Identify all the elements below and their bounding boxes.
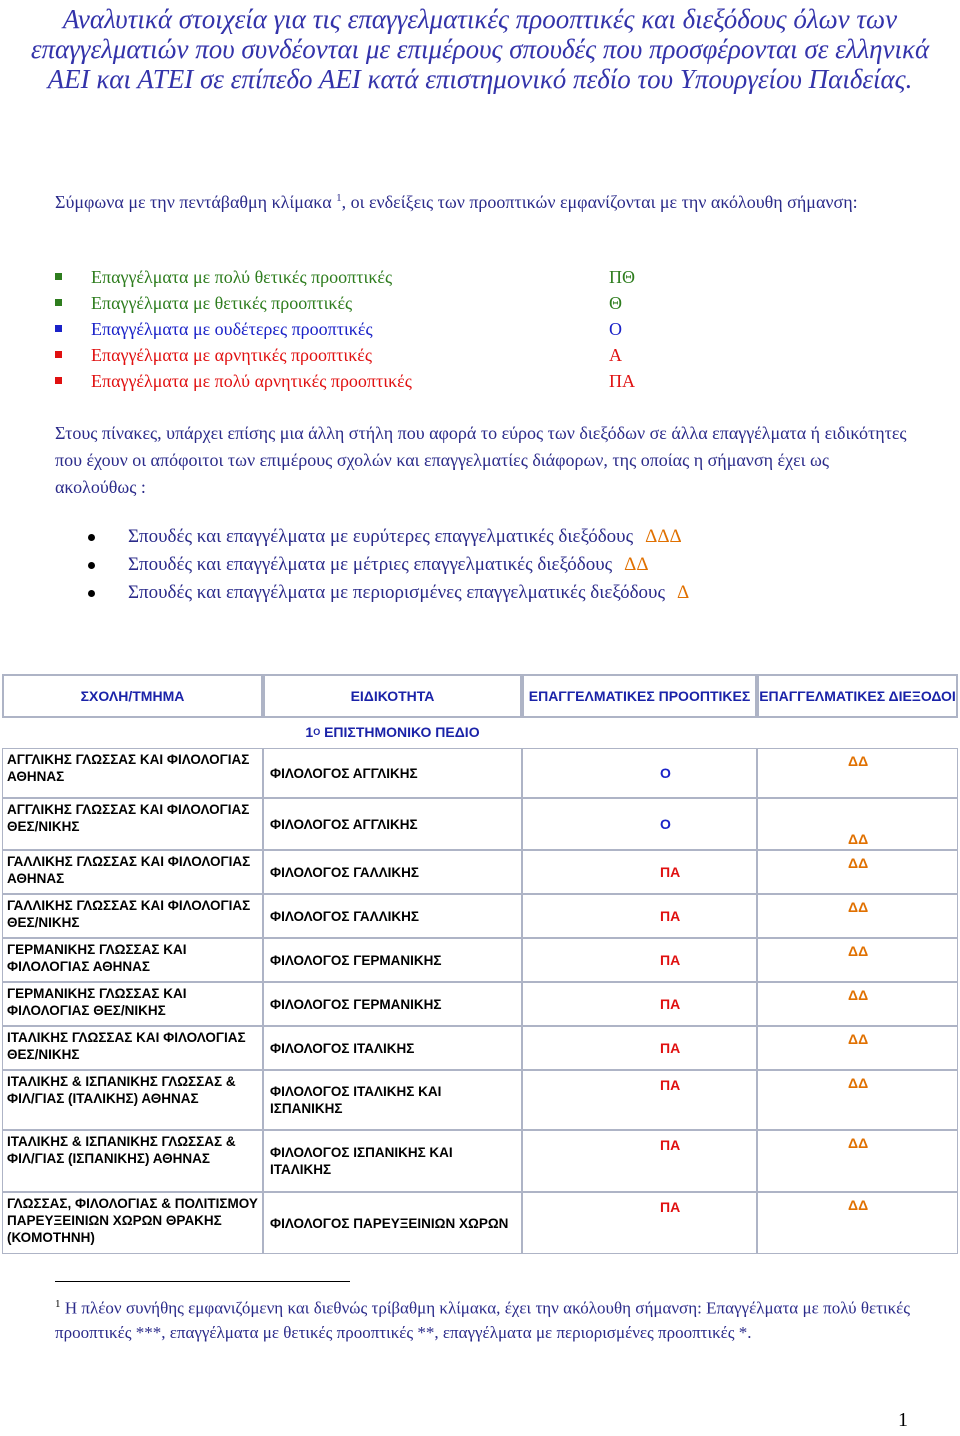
scale-code: ΠΘ [609, 267, 635, 287]
school-cell: ΓΛΩΣΣΑΣ, ΦΙΛΟΛΟΓΙΑΣ & ΠΟΛΙΤΙΣΜΟΥ ΠΑΡΕΥΞΕΙΝΙΩΝ ΧΩΡΩΝ ΘΡΑΚΗΣ (ΚΟΜΟΤΗΝΗ) [2, 1192, 263, 1254]
page-title: Αναλυτικά στοιχεία για τις επαγγελματικές προοπτικές και διεξόδους όλων των επαγγελματιών που συνδέονται με επιμέρους σπουδές που προσφέρονται σε ελληνικά ΑΕΙ και ΑΤΕΙ σε επίπεδο ΑΕΙ κατά επιστημονικό πεδίο του Υπουργείου Παιδείας. [30, 4, 930, 94]
prospects-value: Ο [660, 765, 671, 781]
specialty-cell: ΦΙΛΟΛΟΓΟΣ ΓΑΛΛΙΚΗΣ [263, 850, 522, 894]
prospects-cell [522, 1070, 757, 1130]
prospects-value: ΠΑ [660, 952, 681, 968]
scale-item [55, 316, 755, 342]
outlets-value: ΔΔ [848, 1075, 869, 1091]
range-code: ΔΔ [624, 554, 649, 575]
specialty-cell: ΦΙΛΟΛΟΓΟΣ ΠΑΡΕΥΞΕΙΝΙΩΝ ΧΩΡΩΝ [263, 1192, 522, 1254]
range-item [88, 551, 848, 579]
outlets-cell [757, 894, 958, 938]
specialty-cell: ΦΙΛΟΛΟΓΟΣ ΙΣΠΑΝΙΚΗΣ ΚΑΙ ΙΤΑΛΙΚΗΣ [263, 1130, 522, 1192]
range-label: Σπουδές και επαγγέλματα με περιορισμένες επαγγελματικές διεξόδους [128, 582, 665, 603]
prospects-cell [522, 894, 757, 938]
bullet-icon [88, 534, 95, 541]
range-item [88, 523, 848, 551]
scale-label: Επαγγέλματα με θετικές προοπτικές [91, 293, 353, 313]
specialty-cell: ΦΙΛΟΛΟΓΟΣ ΓΕΡΜΑΝΙΚΗΣ [263, 982, 522, 1026]
range-label: Σπουδές και επαγγέλματα με ευρύτερες επαγγελματικές διεξόδους [128, 526, 634, 547]
scale-item [55, 264, 755, 290]
school-cell: ΑΓΓΛΙΚΗΣ ΓΛΩΣΣΑΣ ΚΑΙ ΦΙΛΟΛΟΓΙΑΣ ΑΘΗΝΑΣ [2, 748, 263, 798]
prospects-value: ΠΑ [660, 1077, 681, 1093]
scale-code: Α [609, 345, 622, 365]
specialty-cell: ΦΙΛΟΛΟΓΟΣ ΙΤΑΛΙΚΗΣ [263, 1026, 522, 1070]
prospects-cell [522, 1192, 757, 1254]
field-number: 1 [305, 724, 314, 740]
specialty-cell: ΦΙΛΟΛΟΓΟΣ ΑΓΓΛΙΚΗΣ [263, 748, 522, 798]
outlets-cell [757, 1130, 958, 1192]
prospects-value: ΠΑ [660, 1199, 681, 1215]
prospects-cell [522, 748, 757, 798]
intro-paragraph [55, 184, 910, 216]
prospects-cell [522, 1026, 757, 1070]
school-cell: ΓΕΡΜΑΝΙΚΗΣ ΓΛΩΣΣΑΣ ΚΑΙ ΦΙΛΟΛΟΓΙΑΣ ΑΘΗΝΑΣ [2, 938, 263, 982]
specialty-cell: ΦΙΛΟΛΟΓΟΣ ΓΕΡΜΑΝΙΚΗΣ [263, 938, 522, 982]
scale-item [55, 342, 755, 368]
square-bullet-icon [55, 325, 62, 332]
school-cell: ΓΕΡΜΑΝΙΚΗΣ ΓΛΩΣΣΑΣ ΚΑΙ ΦΙΛΟΛΟΓΙΑΣ ΘΕΣ/ΝΙΚΗΣ [2, 982, 263, 1026]
footnote-ref[interactable]: 1 [336, 192, 342, 204]
scale-item [55, 290, 755, 316]
outlets-cell [757, 982, 958, 1026]
table-header-cell: ΕΙΔΙΚΟΤΗΤΑ [263, 674, 522, 718]
prospects-value: ΠΑ [660, 996, 681, 1012]
prospects-value: ΠΑ [660, 1040, 681, 1056]
outlets-cell [757, 938, 958, 982]
range-scale-list [88, 523, 848, 607]
outlets-cell [757, 798, 958, 850]
prospects-cell [522, 982, 757, 1026]
outlets-cell [757, 850, 958, 894]
prospects-scale-list [55, 264, 755, 394]
intro-text: Σύμφωνα με την πεντάβαθμη κλίμακα [55, 192, 332, 212]
outlets-value: ΔΔ [848, 1135, 869, 1151]
specialty-cell: ΦΙΛΟΛΟΓΟΣ ΑΓΓΛΙΚΗΣ [263, 798, 522, 850]
scale-label: Επαγγέλματα με πολύ θετικές προοπτικές [91, 267, 393, 287]
professions-table [2, 674, 958, 1254]
footnote [55, 1292, 910, 1345]
table-header-cell: ΕΠΑΓΓΕΛΜΑΤΙΚΕΣ ΔΙΕΞΟΔΟΙ [757, 674, 958, 718]
scale-code: Ο [609, 319, 622, 339]
range-paragraph: Στους πίνακες, υπάρχει επίσης μια άλλη στήλη που αφορά το εύρος των διεξόδων σε άλλα επαγγέλματα ή ειδικότητες που έχουν οι απόφοιτοι των επιμέρους σχολών και επαγγελματίες διάφορων, της οποίας η σήμανση έχει ως ακολούθως : [55, 423, 907, 497]
bullet-icon [88, 590, 95, 597]
table-header-cell: ΣΧΟΛΗ/ΤΜΗΜΑ [2, 674, 263, 718]
footnote-text: Η πλέον συνήθης εμφανιζόμενη και διεθνώς τρίβαθμη κλίμακα, έχει την ακόλουθη σήμανση: Επαγγέλματα με πολύ θετικές προοπτικές ***, επαγγέλματα με θετικές προοπτικές **, επαγγέλματα με περιορισμένες προοπτικές *. [55, 1298, 910, 1342]
specialty-cell: ΦΙΛΟΛΟΓΟΣ ΓΑΛΛΙΚΗΣ [263, 894, 522, 938]
outlets-value: ΔΔ [848, 943, 869, 959]
range-label-line [128, 579, 689, 607]
footnote-separator [55, 1281, 350, 1282]
square-bullet-icon [55, 273, 62, 280]
prospects-value: Ο [660, 816, 671, 832]
outlets-value: ΔΔ [848, 987, 869, 1003]
field-heading [263, 720, 522, 744]
table-header-cell: ΕΠΑΓΓΕΛΜΑΤΙΚΕΣ ΠΡΟΟΠΤΙΚΕΣ [522, 674, 757, 718]
school-cell: ΓΑΛΛΙΚΗΣ ΓΛΩΣΣΑΣ ΚΑΙ ΦΙΛΟΛΟΓΙΑΣ ΘΕΣ/ΝΙΚΗΣ [2, 894, 263, 938]
intro-text-cont: , οι ενδείξεις των προοπτικών εμφανίζονται με την ακόλουθη σήμανση: [341, 192, 858, 212]
square-bullet-icon [55, 299, 62, 306]
footnote-number: 1 [55, 1298, 61, 1310]
school-cell: ΙΤΑΛΙΚΗΣ & ΙΣΠΑΝΙΚΗΣ ΓΛΩΣΣΑΣ & ΦΙΛ/ΓΙΑΣ (ΙΣΠΑΝΙΚΗΣ) ΑΘΗΝΑΣ [2, 1130, 263, 1192]
bullet-icon [88, 562, 95, 569]
range-code: ΔΔΔ [645, 526, 682, 547]
field-text: ΕΠΙΣΤΗΜΟΝΙΚΟ ΠΕΔΙΟ [320, 724, 480, 740]
outlets-cell [757, 1070, 958, 1130]
outlets-value: ΔΔ [848, 1031, 869, 1047]
scale-code: ΠΑ [609, 371, 635, 391]
school-cell: ΑΓΓΛΙΚΗΣ ΓΛΩΣΣΑΣ ΚΑΙ ΦΙΛΟΛΟΓΙΑΣ ΘΕΣ/ΝΙΚΗΣ [2, 798, 263, 850]
prospects-value: ΠΑ [660, 908, 681, 924]
scale-label: Επαγγέλματα με αρνητικές προοπτικές [91, 345, 372, 365]
range-code: Δ [677, 582, 690, 603]
school-cell: ΙΤΑΛΙΚΗΣ ΓΛΩΣΣΑΣ ΚΑΙ ΦΙΛΟΛΟΓΙΑΣ ΘΕΣ/ΝΙΚΗΣ [2, 1026, 263, 1070]
range-label: Σπουδές και επαγγέλματα με μέτριες επαγγελματικές διεξόδους [128, 554, 613, 575]
school-cell: ΓΑΛΛΙΚΗΣ ΓΛΩΣΣΑΣ ΚΑΙ ΦΙΛΟΛΟΓΙΑΣ ΑΘΗΝΑΣ [2, 850, 263, 894]
outlets-value: ΔΔ [848, 831, 869, 847]
scale-code: Θ [609, 293, 622, 313]
outlets-cell [757, 1026, 958, 1070]
field-number-sup: Ο [313, 727, 321, 737]
scale-item [55, 368, 755, 394]
prospects-cell [522, 850, 757, 894]
prospects-value: ΠΑ [660, 1137, 681, 1153]
range-item [88, 579, 848, 607]
outlets-cell [757, 1192, 958, 1254]
outlets-value: ΔΔ [848, 753, 869, 769]
range-label-line [128, 523, 682, 551]
square-bullet-icon [55, 377, 62, 384]
prospects-cell [522, 798, 757, 850]
square-bullet-icon [55, 351, 62, 358]
scale-label: Επαγγέλματα με ουδέτερες προοπτικές [91, 319, 373, 339]
prospects-cell [522, 938, 757, 982]
page-number: 1 [898, 1409, 908, 1431]
outlets-value: ΔΔ [848, 1197, 869, 1213]
prospects-cell [522, 1130, 757, 1192]
outlets-value: ΔΔ [848, 899, 869, 915]
school-cell: ΙΤΑΛΙΚΗΣ & ΙΣΠΑΝΙΚΗΣ ΓΛΩΣΣΑΣ & ΦΙΛ/ΓΙΑΣ (ΙΤΑΛΙΚΗΣ) ΑΘΗΝΑΣ [2, 1070, 263, 1130]
scale-label: Επαγγέλματα με πολύ αρνητικές προοπτικές [91, 371, 412, 391]
outlets-value: ΔΔ [848, 855, 869, 871]
range-label-line [128, 551, 649, 579]
outlets-cell [757, 748, 958, 798]
prospects-value: ΠΑ [660, 864, 681, 880]
specialty-cell: ΦΙΛΟΛΟΓΟΣ ΙΤΑΛΙΚΗΣ ΚΑΙ ΙΣΠΑΝΙΚΗΣ [263, 1070, 522, 1130]
